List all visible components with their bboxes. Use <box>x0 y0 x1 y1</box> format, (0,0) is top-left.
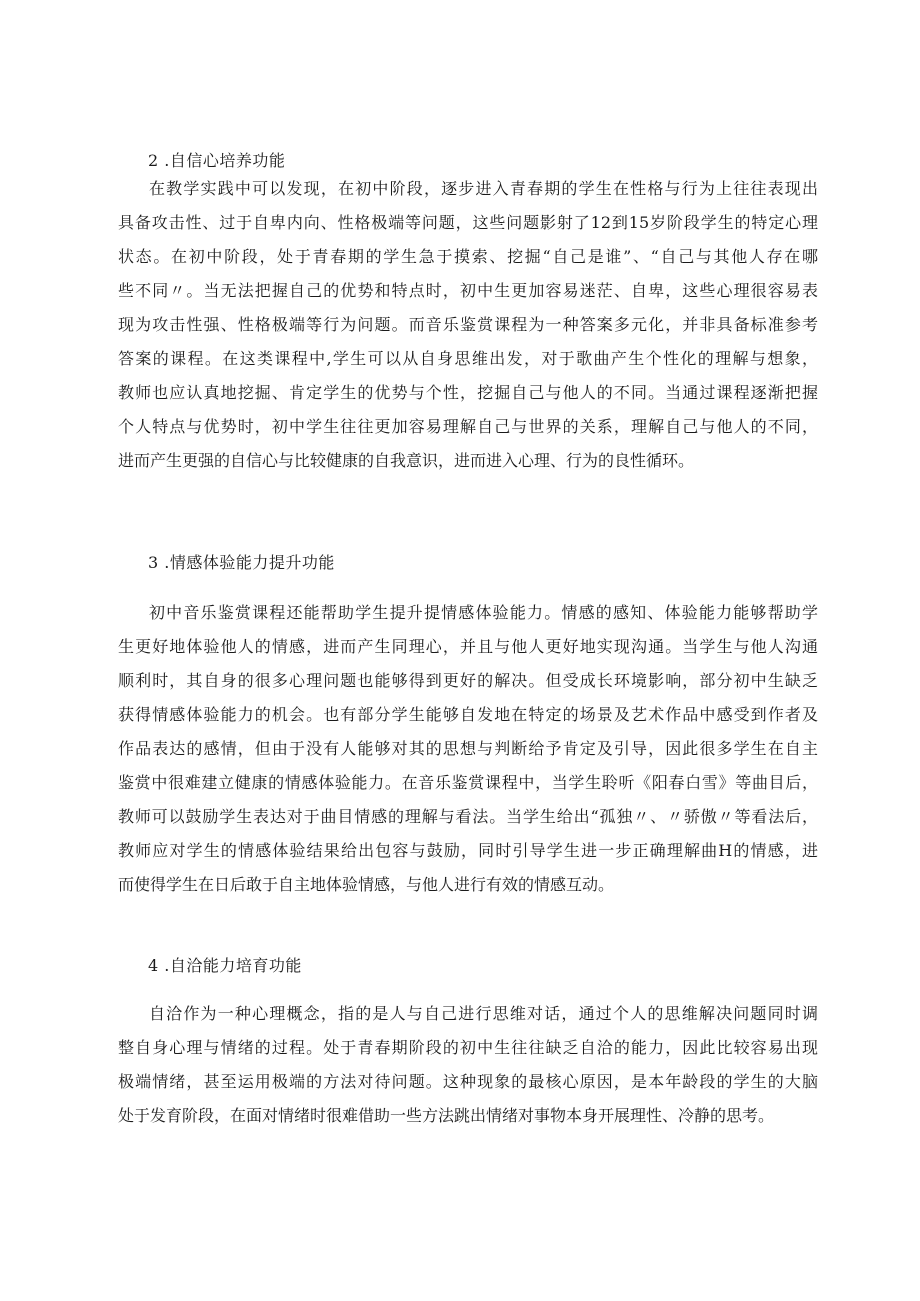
paragraph-line: 鉴赏中很难建立健康的情感体验能力。在音乐鉴赏课程中，当学生聆听《阳春白雪》等曲目后， <box>118 773 818 792</box>
paragraph-line: 获得情感体验能力的机会。也有部分学生能够自发地在特定的场景及艺术作品中感受到作者及 <box>118 705 818 724</box>
paragraph-line: 个人特点与优势时，初中学生往往更加容易理解自己与世界的关系，理解自己与他人的不同， <box>118 417 818 436</box>
paragraph-line: 教师可以鼓励学生表达对于曲目情感的理解与看法。当学生给出“孤独〃、〃骄傲〃等看法后， <box>118 807 818 826</box>
paragraph-line: 教师也应认真地挖掘、肯定学生的优势与个性，挖掘自己与他人的不同。当通过课程逐渐把握 <box>118 383 818 402</box>
section-paragraph <box>118 997 818 1133</box>
paragraph-line: 些不同〃。当无法把握自己的优势和特点时，初中生更加容易迷茫、自卑，这些心理很容易表 <box>118 281 818 300</box>
section-heading: 4 .自洽能力培育功能 <box>148 956 302 975</box>
section-heading: 2 .自信心培养功能 <box>148 151 286 170</box>
paragraph-line: 进而产生更强的自信心与比较健康的自我意识，进而进入心理、行为的良性循环。 <box>118 451 695 470</box>
paragraph-line: 作品表达的感情，但由于没有人能够对其的思想与判断给予肯定及引导，因此很多学生在自主 <box>118 739 818 758</box>
section-paragraph <box>118 172 818 478</box>
paragraph-line: 具备攻击性、过于自卑内向、性格极端等问题，这些问题影射了12到15岁阶段学生的特定心理 <box>118 213 818 232</box>
paragraph-line: 初中音乐鉴赏课程还能帮助学生提升提情感体验能力。情感的感知、体验能力能够帮助学 <box>149 603 818 622</box>
paragraph-line: 自洽作为一种心理概念，指的是人与自己进行思维对话，通过个人的思维解决问题同时调 <box>149 1004 818 1023</box>
paragraph-line: 教师应对学生的情感体验结果给出包容与鼓励，同时引导学生进一步正确理解曲H的情感，进 <box>118 841 818 860</box>
paragraph-line: 答案的课程。在这类课程中,学生可以从自身思维出发，对于歌曲产生个性化的理解与想象， <box>118 349 818 368</box>
paragraph-line: 整自身心理与情绪的过程。处于青春期阶段的初中生往往缺乏自洽的能力，因此比较容易出现 <box>118 1038 818 1057</box>
section-heading: 3 .情感体验能力提升功能 <box>148 553 335 572</box>
paragraph-line: 而使得学生在日后敢于自主地体验情感，与他人进行有效的情感互动。 <box>118 875 615 894</box>
paragraph-line: 顺利时，其自身的很多心理问题也能够得到更好的解决。但受成长环境影响，部分初中生缺乏 <box>118 671 818 690</box>
paragraph-line: 生更好地体验他人的情感，进而产生同理心，并且与他人更好地实现沟通。当学生与他人沟通 <box>118 637 818 656</box>
paragraph-line: 极端情绪，甚至运用极端的方法对待问题。这种现象的最核心原因，是本年龄段的学生的大脑 <box>118 1072 818 1091</box>
paragraph-line: 处于发育阶段，在面对情绪时很难借助一些方法跳出情绪对事物本身开展理性、冷静的思考。 <box>118 1106 775 1125</box>
paragraph-line: 状态。在初中阶段，处于青春期的学生急于摸索、挖掘“自己是谁”、“自己与其他人存在哪 <box>118 247 818 266</box>
paragraph-line: 现为攻击性强、性格极端等行为问题。而音乐鉴赏课程为一种答案多元化，并非具备标准参考 <box>118 315 818 334</box>
paragraph-line: 在教学实践中可以发现，在初中阶段，逐步进入青春期的学生在性格与行为上往往表现出 <box>149 179 818 198</box>
section-paragraph <box>118 596 818 902</box>
